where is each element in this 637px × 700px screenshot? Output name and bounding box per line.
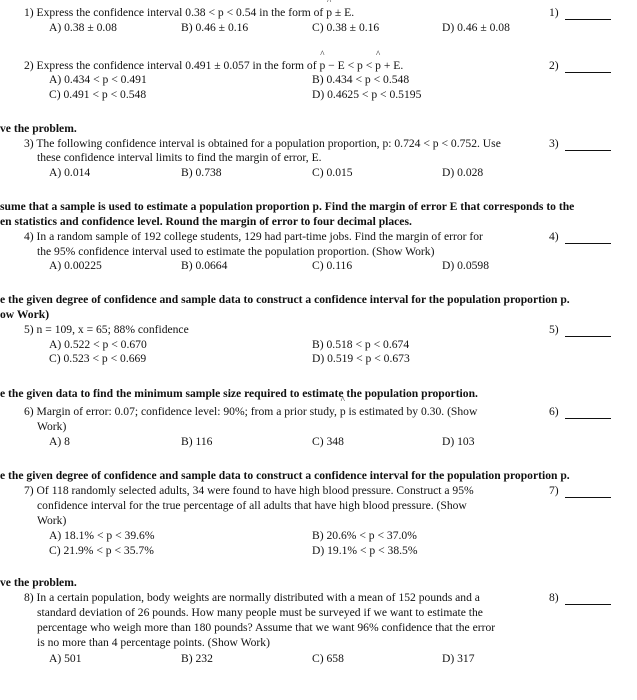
q5-option-b[interactable]: B) 0.518 < p < 0.674 bbox=[312, 338, 410, 351]
question-2-text-c: + E. bbox=[380, 59, 404, 72]
question-5-stem-line1: 5) n = 109, x = 65; 88% confidence bbox=[24, 323, 189, 336]
question-7-stem-line1: 7) Of 118 randomly selected adults, 34 were found to have high blood pressure. Construct a 95% bbox=[24, 484, 474, 497]
q6-option-c[interactable]: C) 348 bbox=[312, 435, 344, 448]
q8-option-d[interactable]: D) 317 bbox=[442, 652, 475, 665]
question-6-text-a: 6) Margin of error: 0.07; confidence level: 90%; from a prior study, bbox=[24, 405, 340, 418]
q6-option-d[interactable]: D) 103 bbox=[442, 435, 475, 448]
q4-option-c[interactable]: C) 0.116 bbox=[312, 259, 353, 272]
q4-option-a[interactable]: A) 0.00225 bbox=[49, 259, 102, 272]
q5-option-c[interactable]: C) 0.523 < p < 0.669 bbox=[49, 352, 147, 365]
question-2-stem bbox=[24, 59, 403, 73]
question-2-text-a: 2) Express the confidence interval 0.491 ± 0.057 in the form of bbox=[24, 59, 320, 72]
q3-option-a[interactable]: A) 0.014 bbox=[49, 166, 91, 179]
q6-option-b[interactable]: B) 116 bbox=[181, 435, 213, 448]
answer-line[interactable] bbox=[565, 139, 611, 151]
q6-option-a[interactable]: A) 8 bbox=[49, 435, 70, 448]
question-4-stem-line2: the 95% confidence interval used to estimate the population proportion. (Show Work) bbox=[37, 245, 435, 258]
p-hat-symbol: ^ p bbox=[340, 405, 346, 419]
answer-blank-label: 3) bbox=[549, 137, 559, 150]
question-2-text-b: − E < p < bbox=[325, 59, 376, 72]
answer-line[interactable] bbox=[565, 8, 611, 20]
answer-line[interactable] bbox=[565, 486, 611, 498]
question-8-stem-line3: percentage who weigh more than 180 pounds? Assume that we want 96% confidence that the error bbox=[37, 621, 496, 634]
q1-option-d[interactable]: D) 0.46 ± 0.08 bbox=[442, 21, 510, 34]
q3-option-d[interactable]: D) 0.028 bbox=[442, 166, 484, 179]
question-8-stem-line1: 8) In a certain population, body weights are normally distributed with a mean of 152 pounds and a bbox=[24, 591, 480, 604]
q1-option-a[interactable]: A) 0.38 ± 0.08 bbox=[49, 21, 117, 34]
q7-option-c[interactable]: C) 21.9% < p < 35.7% bbox=[49, 544, 154, 557]
answer-blank-5[interactable] bbox=[549, 323, 611, 337]
q1-option-b[interactable]: B) 0.46 ± 0.16 bbox=[181, 21, 249, 34]
section-header-solve-2: ve the problem. bbox=[0, 576, 77, 589]
question-4-stem-line1: 4) In a random sample of 192 college students, 129 had part-time jobs. Find the margin of error for bbox=[24, 230, 483, 243]
answer-blank-6[interactable] bbox=[549, 405, 611, 419]
q3-option-b[interactable]: B) 0.738 bbox=[181, 166, 222, 179]
section-header-confidence-interval-line2: ow Work) bbox=[0, 308, 50, 321]
answer-blank-4[interactable] bbox=[549, 230, 611, 244]
p-hat-symbol: ^ p bbox=[375, 59, 381, 73]
answer-blank-2[interactable] bbox=[549, 59, 611, 73]
answer-line[interactable] bbox=[565, 325, 611, 337]
q2-option-a[interactable]: A) 0.434 < p < 0.491 bbox=[49, 73, 147, 86]
q4-option-b[interactable]: B) 0.0664 bbox=[181, 259, 228, 272]
q2-option-d[interactable]: D) 0.4625 < p < 0.5195 bbox=[312, 88, 422, 101]
answer-blank-1[interactable] bbox=[549, 6, 611, 20]
q8-option-c[interactable]: C) 658 bbox=[312, 652, 344, 665]
question-1-text-b: ± E. bbox=[332, 6, 355, 19]
question-8-stem-line4: is no more than 4 percentage points. (Show Work) bbox=[37, 636, 270, 649]
p-hat-symbol: ^ p bbox=[319, 59, 325, 73]
answer-blank-label: 2) bbox=[549, 59, 559, 72]
q7-option-d[interactable]: D) 19.1% < p < 38.5% bbox=[312, 544, 418, 557]
answer-line[interactable] bbox=[565, 407, 611, 419]
answer-blank-label: 7) bbox=[549, 484, 559, 497]
answer-line[interactable] bbox=[565, 232, 611, 244]
question-6-stem-line2: Work) bbox=[37, 420, 67, 433]
question-6-stem-line1 bbox=[24, 405, 477, 419]
answer-blank-label: 8) bbox=[549, 591, 559, 604]
answer-blank-label: 6) bbox=[549, 405, 559, 418]
answer-blank-label: 4) bbox=[549, 230, 559, 243]
section-header-confidence-interval-2: e the given degree of confidence and sample data to construct a confidence interval for the population proportion p. bbox=[0, 469, 570, 482]
answer-line[interactable] bbox=[565, 61, 611, 73]
q2-option-c[interactable]: C) 0.491 < p < 0.548 bbox=[49, 88, 147, 101]
answer-blank-3[interactable] bbox=[549, 137, 611, 151]
q8-option-a[interactable]: A) 501 bbox=[49, 652, 82, 665]
section-header-sample-size: e the given data to find the minimum sample size required to estimate the population proportion. bbox=[0, 387, 478, 400]
question-6-text-b: is estimated by 0.30. (Show bbox=[345, 405, 478, 418]
section-header-confidence-interval-line1: e the given degree of confidence and sample data to construct a confidence interval for the population proportion p. bbox=[0, 293, 570, 306]
section-header-solve: ve the problem. bbox=[0, 122, 77, 135]
question-3-stem-line2: these confidence interval limits to find the margin of error, E. bbox=[37, 151, 322, 164]
answer-blank-8[interactable] bbox=[549, 591, 611, 605]
q7-option-b[interactable]: B) 20.6% < p < 37.0% bbox=[312, 529, 417, 542]
question-1-text-a: 1) Express the confidence interval 0.38 < p < 0.54 in the form of bbox=[24, 6, 327, 19]
answer-blank-7[interactable] bbox=[549, 484, 611, 498]
answer-blank-label: 5) bbox=[549, 323, 559, 336]
answer-blank-label: 1) bbox=[549, 6, 559, 19]
question-1-stem bbox=[24, 6, 354, 20]
q2-option-b[interactable]: B) 0.434 < p < 0.548 bbox=[312, 73, 410, 86]
q5-option-d[interactable]: D) 0.519 < p < 0.673 bbox=[312, 352, 410, 365]
question-7-stem-line2: confidence interval for the true percentage of all adults that have high blood pressure. (Show bbox=[37, 499, 467, 512]
question-7-stem-line3: Work) bbox=[37, 514, 67, 527]
question-3-stem-line1: 3) The following confidence interval is obtained for a population proportion, p: 0.724 < p < 0.752. Use bbox=[24, 137, 501, 150]
p-hat-symbol: ^ p bbox=[326, 6, 332, 20]
q5-option-a[interactable]: A) 0.522 < p < 0.670 bbox=[49, 338, 147, 351]
answer-line[interactable] bbox=[565, 593, 611, 605]
question-8-stem-line2: standard deviation of 26 pounds. How many people must be surveyed if we want to estimate the bbox=[37, 606, 483, 619]
section-header-margin-of-error-line1: sume that a sample is used to estimate a population proportion p. Find the margin of error E that corresponds to the bbox=[0, 200, 575, 213]
section-header-margin-of-error-line2: en statistics and confidence level. Round the margin of error to four decimal places. bbox=[0, 215, 412, 228]
q4-option-d[interactable]: D) 0.0598 bbox=[442, 259, 490, 272]
q3-option-c[interactable]: C) 0.015 bbox=[312, 166, 353, 179]
q8-option-b[interactable]: B) 232 bbox=[181, 652, 213, 665]
q1-option-c[interactable]: C) 0.38 ± 0.16 bbox=[312, 21, 380, 34]
q7-option-a[interactable]: A) 18.1% < p < 39.6% bbox=[49, 529, 155, 542]
